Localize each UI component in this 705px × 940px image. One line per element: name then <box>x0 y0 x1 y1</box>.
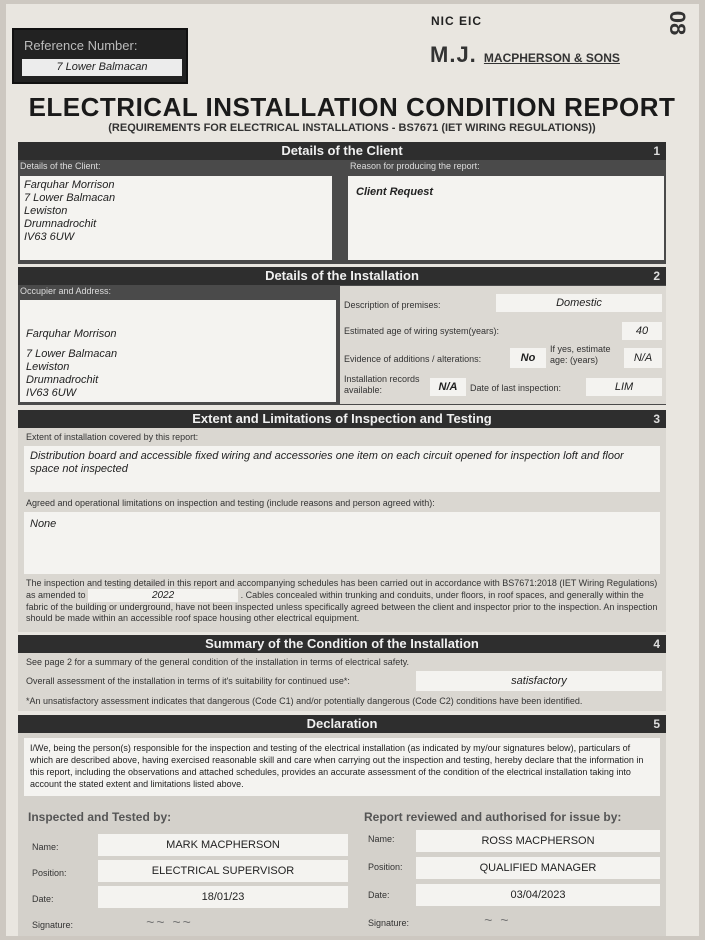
inspected-by-heading: Inspected and Tested by: <box>28 810 172 824</box>
extent-label: Extent of installation covered by this report: <box>26 432 199 442</box>
occupier-line: IV63 6UW <box>26 387 77 399</box>
section-5-header <box>18 715 666 733</box>
reason-label: Reason for producing the report: <box>350 161 480 171</box>
section-5-title: Declaration <box>306 716 378 731</box>
client-details[interactable] <box>20 176 332 260</box>
page-mark: 08 <box>664 10 690 36</box>
inspector-signature[interactable]: ~~ ~~ <box>146 914 193 930</box>
reviewer-name-label: Name: <box>368 834 395 844</box>
occupier-details[interactable] <box>20 300 336 402</box>
reviewer-signature[interactable]: ~ ~ <box>484 912 511 928</box>
client-line: Lewiston <box>24 205 68 217</box>
company-logo <box>430 42 620 68</box>
section-2-header <box>18 267 666 285</box>
client-label: Details of the Client: <box>20 161 101 171</box>
section-5-number: 5 <box>653 717 660 731</box>
extent-field[interactable]: Distribution board and accessible fixed wiring and accessories one item on each circuit opened for inspection loft and floor space not inspected <box>24 446 660 492</box>
reviewer-date-label: Date: <box>368 890 390 900</box>
section-1-number: 1 <box>653 144 660 158</box>
inspector-position-field[interactable]: ELECTRICAL SUPERVISOR <box>98 860 348 882</box>
report-page <box>6 4 699 936</box>
estimate-age-label: If yes, estimate age: (years) <box>550 344 611 365</box>
see-page-note: See page 2 for a summary of the general condition of the installation in terms of electrical safety. <box>26 657 410 667</box>
company-initials: M.J. <box>430 42 477 67</box>
occupier-line: Drumnadrochit <box>26 374 99 386</box>
inspection-notice <box>26 578 662 624</box>
reason-field[interactable]: Client Request <box>348 176 664 260</box>
occupier-line: 7 Lower Balmacan <box>26 348 118 360</box>
section-4-header <box>18 635 666 653</box>
reference-value: 7 Lower Balmacan <box>22 59 182 76</box>
wiring-age-label: Estimated age of wiring system(years): <box>344 326 500 336</box>
client-line: Farquhar Morrison <box>24 179 115 191</box>
reference-label: Reference Number: <box>24 38 138 53</box>
occupier-label: Occupier and Address: <box>20 286 112 296</box>
assessment-footnote: *An unsatisfactory assessment indicates that dangerous (Code C1) and/or potentially dangerous (Code C2) conditions have been identified. <box>26 696 583 706</box>
occupier-line: Lewiston <box>26 361 70 373</box>
report-title: ELECTRICAL INSTALLATION CONDITION REPORT <box>28 92 676 122</box>
records-label: Installation records available: <box>344 374 420 395</box>
section-2-number: 2 <box>653 269 660 283</box>
section-3-title: Extent and Limitations of Inspection and Testing <box>192 411 492 426</box>
estimate-age-field[interactable]: N/A <box>624 348 662 368</box>
reviewed-by-heading: Report reviewed and authorised for issue by: <box>364 810 622 824</box>
notice-part-1: The inspection and testing detailed in this report and accompanying schedules has been carried out in accordance with BS7671:2018 (IET Wiring Regulations) as amended to <box>26 578 658 600</box>
inspector-name-label: Name: <box>32 842 59 852</box>
records-field[interactable]: N/A <box>430 378 466 396</box>
inspector-signature-label: Signature: <box>32 920 74 930</box>
overall-assessment-field[interactable]: satisfactory <box>416 671 662 691</box>
reviewer-position-field[interactable]: QUALIFIED MANAGER <box>416 857 660 879</box>
declaration-text: I/We, being the person(s) responsible for the inspection and testing of the electrical installation (as indicated by my/our signatures below), particulars of which are described above, having exercised reasonable skill and care when carrying out the inspection and testing, hereby declare that the information in this report, including the observations and attached schedules, provides an accurate assessment of the condition of the electrical installation taking into account the stated extent and limitations listed above. <box>24 738 660 796</box>
section-2-title: Details of the Installation <box>265 268 419 283</box>
inspector-name-field[interactable]: MARK MACPHERSON <box>98 834 348 856</box>
reviewer-name-field[interactable]: ROSS MACPHERSON <box>416 830 660 852</box>
additions-field[interactable]: No <box>510 348 546 368</box>
reviewer-position-label: Position: <box>368 862 403 872</box>
notice-part-2: . Cables concealed within trunking and conduits, under floors, in roof spaces, and generally within the fabric of the building or underground, have not been inspected unless specifically agreed between the client and inspector prior to the inspection. An inspection should be made within an accessible roof space housing other electrical equipment. <box>26 590 658 623</box>
nic-eic-logo: NIC EIC <box>431 14 483 28</box>
section-4-title: Summary of the Condition of the Installation <box>205 636 479 651</box>
amended-year-field[interactable]: 2022 <box>88 589 238 602</box>
inspector-date-label: Date: <box>32 894 54 904</box>
premises-label: Description of premises: <box>344 300 441 310</box>
company-name: MACPHERSON & SONS <box>483 51 620 65</box>
client-line: Drumnadrochit <box>24 218 97 230</box>
reviewer-date-field[interactable]: 03/04/2023 <box>416 884 660 906</box>
section-4-number: 4 <box>653 637 660 651</box>
section-1-header <box>18 142 666 160</box>
additions-label: Evidence of additions / alterations: <box>344 354 482 364</box>
limitations-field[interactable]: None <box>24 512 660 574</box>
limitations-label: Agreed and operational limitations on inspection and testing (include reasons and person agreed with): <box>26 498 435 508</box>
last-inspection-label: Date of last inspection: <box>470 383 562 393</box>
overall-assessment-label: Overall assessment of the installation in terms of it's suitability for continued use*: <box>26 676 350 686</box>
reference-box <box>12 28 188 84</box>
occupier-line: Farquhar Morrison <box>26 328 117 340</box>
client-line: 7 Lower Balmacan <box>24 192 116 204</box>
premises-field[interactable]: Domestic <box>496 294 662 312</box>
reviewer-signature-label: Signature: <box>368 918 410 928</box>
section-3-header <box>18 410 666 428</box>
inspector-date-field[interactable]: 18/01/23 <box>98 886 348 908</box>
client-line: IV63 6UW <box>24 231 75 243</box>
inspector-position-label: Position: <box>32 868 67 878</box>
last-inspection-field[interactable]: LIM <box>586 378 662 396</box>
report-subtitle: (REQUIREMENTS FOR ELECTRICAL INSTALLATIONS - BS7671 (IET WIRING REGULATIONS)) <box>108 122 596 134</box>
wiring-age-field[interactable]: 40 <box>622 322 662 340</box>
section-3-number: 3 <box>653 412 660 426</box>
section-1-title: Details of the Client <box>281 143 403 158</box>
